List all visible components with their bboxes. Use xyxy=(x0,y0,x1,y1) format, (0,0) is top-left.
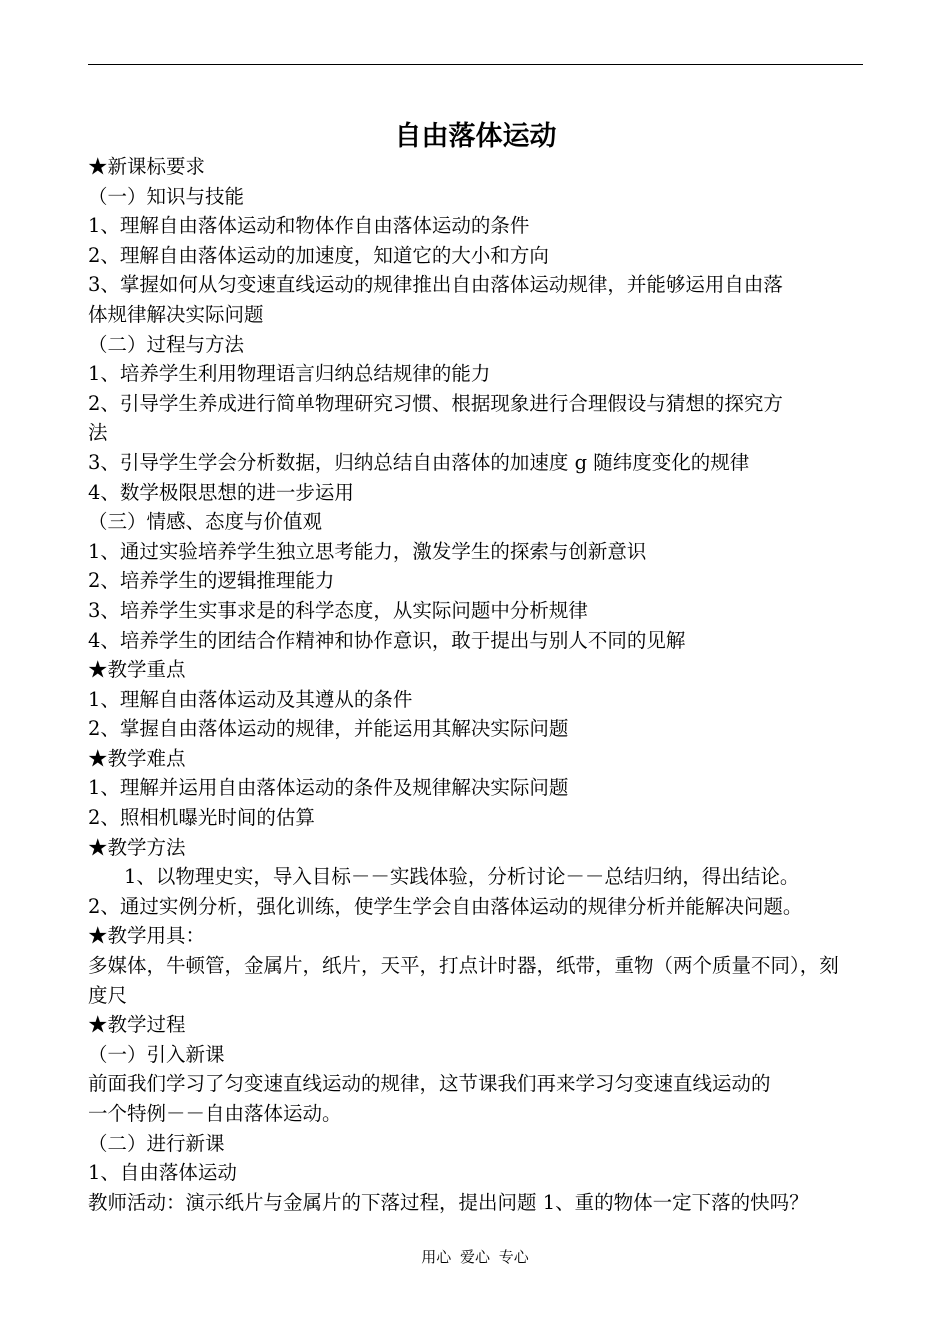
body-line: 2、通过实例分析，强化训练，使学生学会自由落体运动的规律分析并能解决问题。 xyxy=(88,894,803,918)
page-footer: 用心 爱心 专心 xyxy=(421,1248,529,1266)
subsection-heading: （一）知识与技能 xyxy=(88,184,245,208)
section-heading: ★教学过程 xyxy=(88,1013,186,1037)
body-line: 度尺 xyxy=(88,983,128,1007)
body-line: 1、理解自由落体运动和物体作自由落体运动的条件 xyxy=(88,214,530,238)
body-line: 3、引导学生学会分析数据，归纳总结自由落体的加速度 g 随纬度变化的规律 xyxy=(88,450,750,474)
body-line: 体规律解决实际问题 xyxy=(88,302,264,326)
section-heading: ★教学用具： xyxy=(88,924,206,948)
body-line: 2、掌握自由落体运动的规律，并能运用其解决实际问题 xyxy=(88,717,569,741)
subsection-heading: （一）引入新课 xyxy=(88,1042,225,1066)
body-line: 法 xyxy=(88,421,108,445)
section-heading: ★教学方法 xyxy=(88,835,186,859)
body-line: 3、掌握如何从匀变速直线运动的规律推出自由落体运动规律，并能够运用自由落 xyxy=(88,273,783,297)
body-line: 多媒体，牛顿管，金属片，纸片，天平，打点计时器，纸带，重物（两个质量不同），刻 xyxy=(88,954,839,978)
body-line: 3、培养学生实事求是的科学态度，从实际问题中分析规律 xyxy=(88,598,588,622)
body-line: 1、培养学生利用物理语言归纳总结规律的能力 xyxy=(88,362,491,386)
body-line: 1、理解并运用自由落体运动的条件及规律解决实际问题 xyxy=(88,776,569,800)
body-line: 2、理解自由落体运动的加速度，知道它的大小和方向 xyxy=(88,243,549,267)
body-line: 2、培养学生的逻辑推理能力 xyxy=(88,569,335,593)
body-line: 1、自由落体运动 xyxy=(88,1161,237,1185)
body-line: 1、理解自由落体运动及其遵从的条件 xyxy=(88,687,413,711)
subsection-heading: （二）过程与方法 xyxy=(88,332,245,356)
body-line: 一个特例－－自由落体运动。 xyxy=(88,1102,342,1125)
document-title: 自由落体运动 xyxy=(394,121,557,152)
body-line: 4、培养学生的团结合作精神和协作意识，敢于提出与别人不同的见解 xyxy=(88,628,686,652)
section-heading: ★教学重点 xyxy=(88,658,186,682)
section-heading: ★教学难点 xyxy=(88,746,186,770)
body-line: 1、通过实验培养学生独立思考能力，激发学生的探索与创新意识 xyxy=(88,539,647,563)
body-line: 4、数学极限思想的进一步运用 xyxy=(88,480,354,504)
section-heading: ★新课标要求 xyxy=(88,155,206,178)
document-body xyxy=(88,152,866,1217)
header-rule xyxy=(88,64,863,65)
body-line: 2、引导学生养成进行简单物理研究习惯、根据现象进行合理假设与猜想的探究方 xyxy=(88,391,783,415)
subsection-heading: （三）情感、态度与价值观 xyxy=(88,510,323,534)
body-line: 2、照相机曝光时间的估算 xyxy=(88,806,315,830)
subsection-heading: （二）进行新课 xyxy=(88,1131,225,1155)
body-line: 教师活动：演示纸片与金属片的下落过程，提出问题 1、重的物体一定下落的快吗？ xyxy=(88,1190,809,1214)
body-line: 前面我们学习了匀变速直线运动的规律，这节课我们再来学习匀变速直线运动的 xyxy=(88,1072,771,1096)
body-line: 1、以物理史实，导入目标－－实践体验，分析讨论－－总结归纳，得出结论。 xyxy=(124,865,800,889)
